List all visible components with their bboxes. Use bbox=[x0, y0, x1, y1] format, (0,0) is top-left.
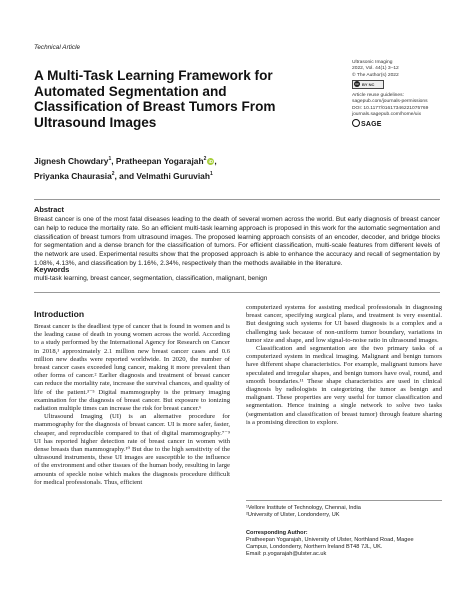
journal-name: Ultrasonic Imaging bbox=[352, 60, 393, 65]
corresponding-author bbox=[246, 530, 442, 558]
journal-homepage-link[interactable]: journals.sagepub.com/home/uix bbox=[352, 112, 422, 118]
right-column bbox=[246, 304, 442, 427]
divider bbox=[34, 199, 440, 200]
keywords-heading: Keywords bbox=[34, 265, 70, 274]
sage-logo-icon bbox=[352, 119, 360, 127]
abstract-text: Breast cancer is one of the most fatal diseases leading to the death of several women across the world. But early diagnosis of breast cancer can help to reduce the mortality rate. So an efficient multi-task learning approach is proposed in this work for the automatic segmentation and classification of breast tumors from ultrasound images. The proposed learning approach consists of an encoder, decoder, and bridge blocks for segmentation and a dense branch for the classification of tumors. For efficient classification, multi-scale features from different levels of the network are used. Experimental results show that the proposed approach is able to enhance the accuracy and recall of segmentation by 1.08%, 4.13%, and classification by 1.16%, 2.34%, respectively than the methods available in the literature. bbox=[34, 216, 440, 267]
orcid-icon[interactable]: iD bbox=[208, 158, 214, 164]
introduction-heading: Introduction bbox=[34, 309, 85, 319]
creative-commons-icon: cc bbox=[355, 81, 359, 86]
paragraph: Breast cancer is the deadliest type of cancer that is found in women and is the leading cause of death in young women across the world. According to a study performed by the International Agency for Research on Cancer in 2018,¹ approximately 2.1 million new breast cancer cases and 0.6 million new deaths were reported worldwide. In 2020, the number of breast cancer cases exceeded lung cancer, making it more prevalent than other forms of cancer.² Earlier diagnosis and treatment of breast cancer can reduce the mortality rate, increase the survival chances, and quality of life of the patient.³⁻⁵ Digital mammography is the primary imaging examination for the diagnosis of breast cancer. But exposure to ionizing radiation multiple times can increase the risk for breast cancer.⁶ bbox=[34, 323, 230, 413]
copyright: © The Author(s) 2022 bbox=[352, 72, 399, 78]
divider bbox=[34, 292, 440, 293]
abstract-heading: Abstract bbox=[34, 205, 64, 214]
corresponding-author-email[interactable]: Email: p.yogarajah@ulster.ac.uk bbox=[246, 551, 327, 557]
author-name: Velmathi Guruviah bbox=[136, 170, 210, 181]
author-name: Priyanka Chaurasia bbox=[34, 170, 112, 181]
license-label: BY NC bbox=[362, 81, 375, 87]
affiliation-marker: 2 bbox=[203, 156, 207, 162]
publication-info bbox=[352, 60, 462, 129]
cc-license-badge[interactable] bbox=[352, 80, 384, 89]
affiliation-marker: 1 bbox=[209, 170, 213, 177]
footnote-divider bbox=[246, 500, 442, 501]
affiliation-marker: 1 bbox=[108, 156, 112, 162]
corresponding-author-heading: Corresponding Author: bbox=[246, 530, 308, 536]
corresponding-author-address: Pratheepan Yogarajah, University of Ulster, Northland Road, Magee bbox=[246, 537, 414, 543]
corresponding-author-address: Campus, Londonderry, Northern Ireland BT48 7JL, UK. bbox=[246, 544, 383, 550]
affiliation-1: ¹Vellore Institute of Technology, Chennai, India bbox=[246, 505, 361, 511]
permissions-link[interactable]: sagepub.com/journals-permissions bbox=[352, 99, 428, 105]
paragraph: Classification and segmentation are the two primary tasks of a computerized system in medical imaging. Malignant and benign tumors have different shape characteristics. For example, malignant tumors have speculated and irregular shapes, and benign tumors have oval, round, and smooth boundaries.¹¹ These shape characteristics are used in clinical diagnosis by radiologists in categorizing the tumor as benign and malignant. These properties are very useful for tumor classification and segmentation. Hence training a single network to solve two tasks (segmentation and classification of breast tumor) through feature sharing is a promising direction to explore. bbox=[246, 345, 442, 426]
publisher-logo bbox=[352, 119, 462, 128]
affiliation-2: ²University of Ulster, Londonderry, UK bbox=[246, 512, 340, 518]
publisher-name: SAGE bbox=[361, 121, 382, 129]
author-line-2: Priyanka Chaurasia$^2$, and Velmathi Guruviah$^1$ bbox=[34, 170, 213, 181]
author-name: Jignesh Chowdary bbox=[34, 155, 109, 166]
author-list bbox=[34, 153, 304, 183]
author-line-1: Jignesh Chowdary$^1$, Pratheepan Yogarajah$^2$ iD, bbox=[34, 155, 217, 166]
article-title: A Multi-Task Learning Framework for Automated Segmentation and Classification of Breast Tumors From Ultrasound Images bbox=[34, 68, 276, 130]
paragraph: Ultrasound Imaging (UI) is an alternative procedure for mammography for the diagnosis of breast cancer. UI is more safer, faster, cheaper, and reproducible compared to that of digital mammography.⁷⁻⁹ UI has reported higher detection rate of breast cancer in women with dense breasts than mammography.¹⁰ But due to the high sensitivity of the ultrasound instruments, these UI images are susceptible to the influence of the environment and other tissues of the human body, resulting in large amounts of speckle noise which makes the diagnosis procedure difficult for medical professionals. Thus, efficient bbox=[34, 413, 230, 486]
article-type: Technical Article bbox=[34, 44, 81, 51]
paragraph: computerized systems for assisting medical professionals in diagnosing breast cancer, specifying surgical plans, and treatment is very essential. But designing such systems for UI based diagnosis is a complex and a challenging task because of non-uniform tumor boundary, variations in tumor size and shape, and low signal-to-noise ratio in ultrasound images. bbox=[246, 304, 442, 344]
reuse-guidelines-label: Article reuse guidelines: bbox=[352, 93, 404, 99]
doi-link[interactable]: DOI: 10.1177/01617346221075769 bbox=[352, 105, 429, 111]
affiliation-marker: 2 bbox=[111, 170, 115, 177]
affiliation-footnotes bbox=[246, 505, 442, 519]
volume-info: 2022, Vol. 44(1) 3–12 bbox=[352, 66, 399, 72]
keywords-text: multi-task learning, breast cancer, segmentation, classification, malignant, benign bbox=[34, 275, 268, 282]
author-name: Pratheepan Yogarajah bbox=[115, 155, 204, 166]
left-column bbox=[34, 323, 230, 487]
